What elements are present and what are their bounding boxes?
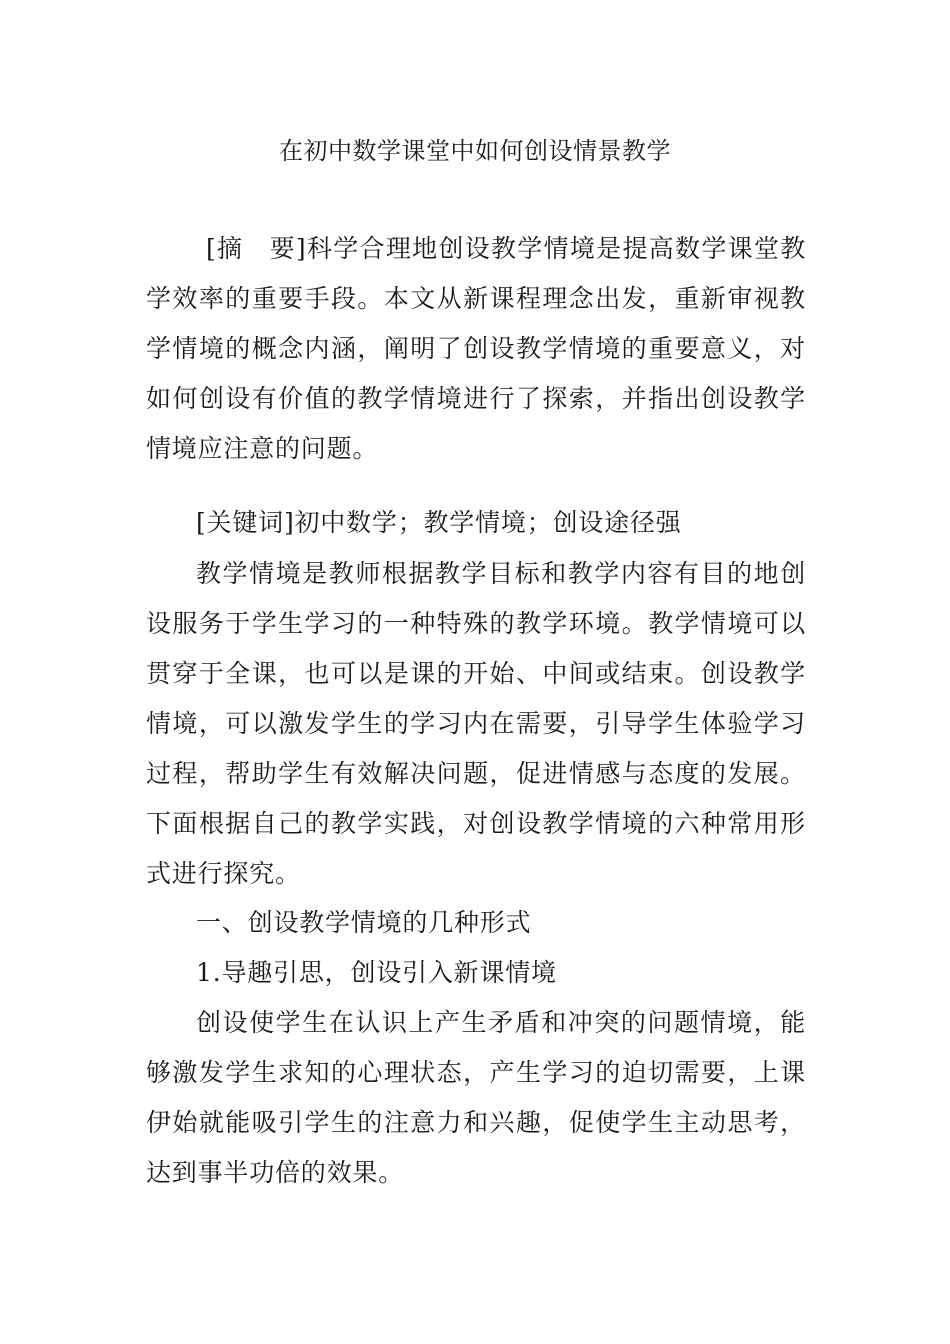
document-title: 在初中数学课堂中如何创设情景教学 [279, 137, 671, 165]
subsection-heading: 1.导趣引思，创设引入新课情境 [196, 958, 557, 987]
body-paragraph-2: 创设使学生在认识上产生矛盾和冲突的问题情境，能够激发学生求知的心理状态，产生学习的迫切需要，上课伊始就能吸引学生的注意力和兴趣，促使学生主动思考，达到事半功倍的效果。 [146, 1008, 806, 1187]
body-paragraph-1: 教学情境是教师根据教学目标和教学内容有目的地创设服务于学生学习的一种特殊的教学环境。教学情境可以贯穿于全课，也可以是课的开始、中间或结束。创设教学情境，可以激发学生的学习内在需要，引导学生体验学习过程，帮助学生有效解决问题，促进情感与态度的发展。下面根据自己的教学实践，对创设教学情境的六种常用形式进行探究。 [146, 559, 806, 888]
section-heading: 一、创设教学情境的几种形式 [196, 908, 532, 937]
keywords-line: [关键词]初中数学；教学情境；创设途径强 [196, 508, 682, 537]
abstract-paragraph: [摘 要]科学合理地创设教学情境是提高数学课堂教学效率的重要手段。本文从新课程理念出发，重新审视教学情境的概念内涵，阐明了创设教学情境的重要意义，对如何创设有价值的教学情境进行了探索，并指出创设教学情境应注意的问题。 [146, 234, 806, 463]
